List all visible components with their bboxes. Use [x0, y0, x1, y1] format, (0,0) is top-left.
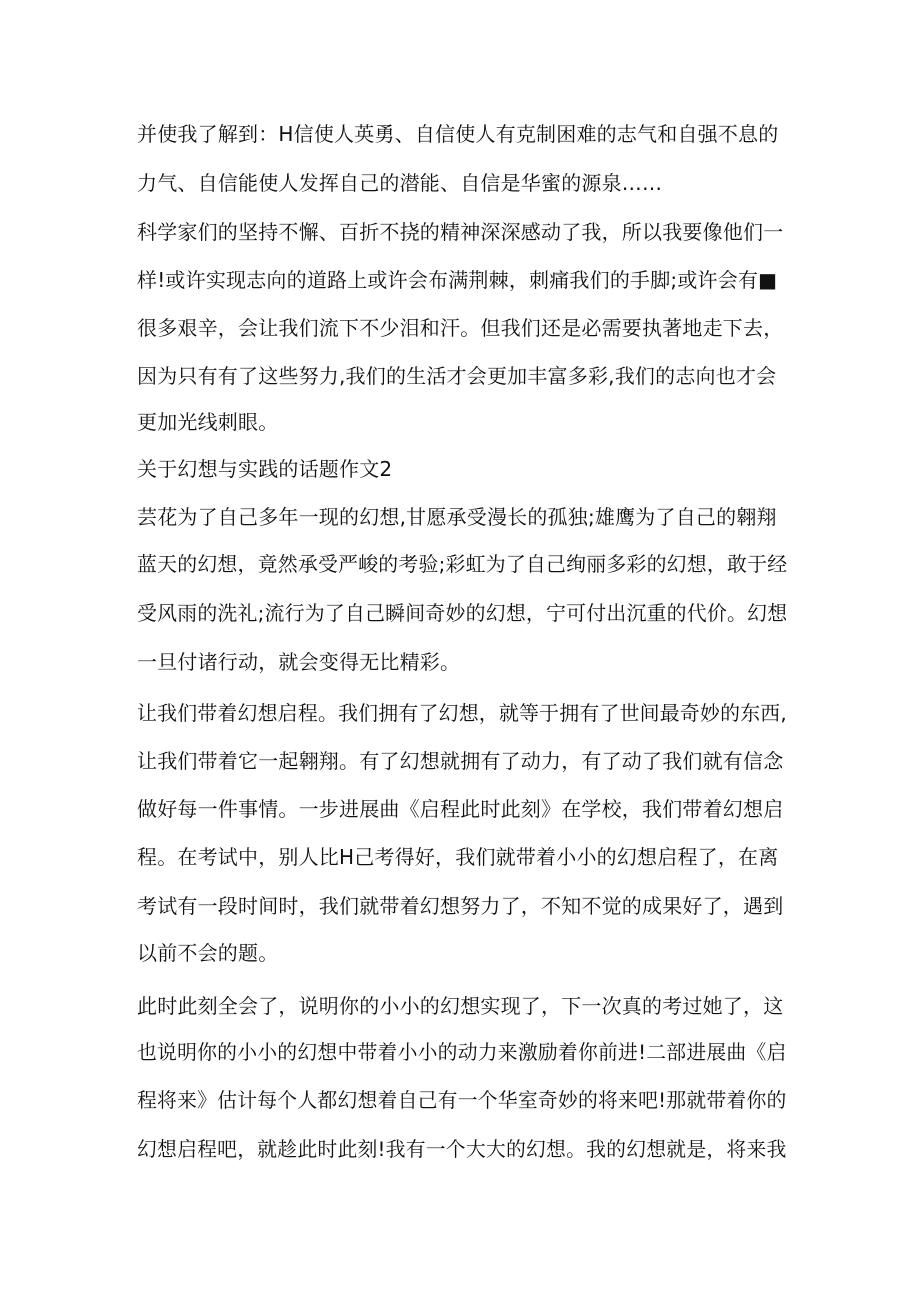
- text-line: 很多艰辛，会让我们流下不少泪和汗。但我们还是必需要执著地走下去，: [137, 316, 784, 340]
- text-line: 力气、自信能使人发挥自己的潜能、自信是华蜜的源泉……: [137, 171, 663, 195]
- text-line: 考试有一段时间时，我们就带着幻想努力了，不知不觉的成果好了，遇到: [137, 894, 784, 918]
- text-line: 科学家们的坚持不懈、百折不挠的精神深深感动了我，所以我要像他们一: [137, 220, 784, 244]
- text-line: 受风雨的洗礼;流行为了自己瞬间奇妙的幻想，宁可付出沉重的代价。幻想: [137, 602, 788, 625]
- text-line: 也说明你的小小的幻想中带着小小的动力来激励着你前进!二部进展曲《启: [137, 1041, 787, 1064]
- text-line: 程。在考试中，别人比H己考得好，我们就带着小小的幻想启程了，在离: [137, 845, 779, 869]
- text-line: 因为只有有了这些努力,我们的生活才会更加丰富多彩,我们的志向也才会: [137, 364, 777, 388]
- text-line: 芸花为了自己多年一现的幻想,甘愿承受漫长的孤独;雄鹰为了自己的翱翔: [137, 505, 777, 529]
- text-line: 样!或许实现志向的道路上或许会布满荆棘，刺痛我们的手脚;或许会有■: [137, 268, 778, 292]
- text-line: 程将来》估计每个人都幻想着自己有一个华室奇妙的将来吧!那就带着你的: [137, 1089, 787, 1112]
- text-line: 以前不会的题。: [137, 941, 279, 965]
- text-line: 做好每一件事情。一步进展曲《启程此时此刻》在学校，我们带着幻想启: [137, 797, 784, 821]
- text-line: 让我们带着它一起翱翔。有了幻想就拥有了动力，有了动了我们就有信念: [137, 749, 784, 773]
- text-line: 一旦付诸行动，就会变得无比精彩。: [137, 650, 461, 674]
- text-line: 更加光线刺眼。: [137, 410, 279, 434]
- text-line: 并使我了解到：H信使人英勇、自信使人有克制困难的志气和自强不息的: [137, 122, 779, 146]
- section-heading: 关于幻想与实践的话题作文2: [137, 457, 393, 481]
- text-line: 此时此刻全会了，说明你的小小的幻想实现了，下一次真的考过她了，这: [137, 994, 784, 1018]
- text-line: 让我们带着幻想启程。我们拥有了幻想，就等于拥有了世间最奇妙的东西,: [137, 702, 787, 725]
- text-line: 蓝天的幻想，竟然承受严峻的考验;彩虹为了自己绚丽多彩的幻想，敢于经: [137, 553, 788, 576]
- text-line: 幻想启程吧，就趁此时此刻!我有一个大大的幻想。我的幻想就是，将来我: [137, 1138, 787, 1161]
